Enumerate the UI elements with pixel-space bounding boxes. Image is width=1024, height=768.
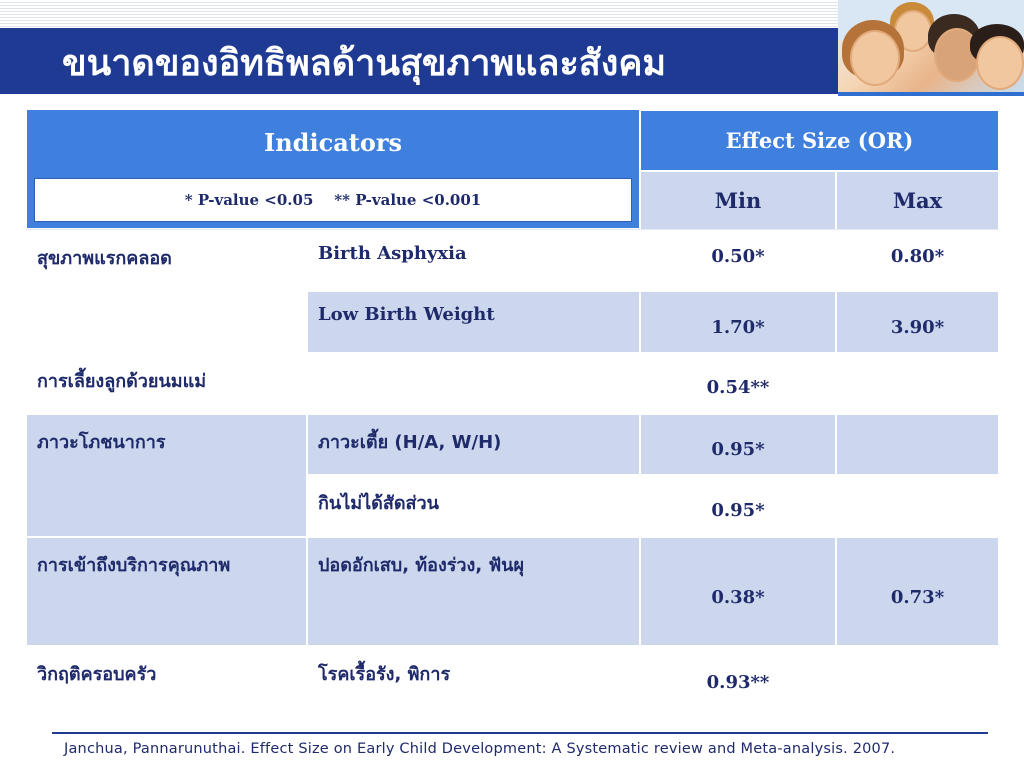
min-cell — [641, 476, 835, 536]
max-cell — [837, 647, 998, 707]
min-cell — [641, 292, 835, 352]
category-cell: การเข้าถึงบริการคุณภาพ — [27, 538, 306, 645]
min-value: 0.38* — [711, 587, 765, 608]
effect-size-header: Effect Size (OR) — [641, 111, 998, 170]
max-value: 0.80* — [890, 246, 945, 267]
slide-title: ขนาดของอิทธิพลด้านสุขภาพและสังคม — [62, 42, 667, 84]
indicator-cell: Birth Asphyxia — [308, 231, 639, 290]
p-value-note: * P-value <0.05 ** P-value <0.001 — [34, 178, 632, 222]
footer-divider — [52, 732, 988, 734]
category-cell: สุขภาพแรกคลอด — [27, 231, 306, 352]
indicator-cell: กินไม่ได้สัดส่วน — [308, 476, 639, 536]
max-cell — [837, 476, 998, 536]
min-value: 1.70* — [711, 317, 765, 338]
max-header: Max — [837, 172, 998, 229]
citation: Janchua, Pannarunuthai. Effect Size on Early Child Development: A Systematic review and Meta-analysis. 2007. — [64, 741, 896, 757]
max-cell — [837, 538, 998, 645]
category-cell: วิกฤติครอบครัว — [27, 647, 306, 707]
indicator-cell: Low Birth Weight — [308, 292, 639, 352]
max-value: 3.90* — [890, 317, 945, 338]
children-photo — [838, 0, 1024, 96]
min-value: 0.95* — [711, 500, 765, 521]
table-divider — [26, 229, 999, 230]
indicator-cell: ปอดอักเสบ, ท้องร่วง, ฟันผุ — [308, 538, 639, 645]
min-value: 0.93** — [706, 672, 770, 693]
max-cell — [837, 415, 998, 474]
min-value: 0.54** — [706, 377, 770, 398]
min-cell — [641, 647, 835, 707]
max-cell — [837, 354, 998, 413]
indicator-cell: ภาวะเตี้ย (H/A, W/H) — [308, 415, 639, 474]
header-stripes — [0, 0, 840, 28]
max-cell — [837, 292, 998, 352]
min-header: Min — [641, 172, 835, 229]
min-value: 0.95* — [711, 439, 765, 460]
min-cell — [641, 354, 835, 413]
min-cell — [641, 231, 835, 290]
indicator-cell — [308, 354, 639, 413]
max-value: 0.73* — [890, 587, 945, 608]
category-cell: ภาวะโภชนาการ — [27, 415, 306, 536]
category-cell: การเลี้ยงลูกด้วยนมแม่ — [27, 354, 306, 413]
min-cell — [641, 415, 835, 474]
indicator-cell: โรคเรื้อรัง, พิการ — [308, 647, 639, 707]
max-cell — [837, 231, 998, 290]
indicators-header: Indicators — [264, 128, 402, 157]
min-value: 0.50* — [711, 246, 765, 267]
min-cell — [641, 538, 835, 645]
